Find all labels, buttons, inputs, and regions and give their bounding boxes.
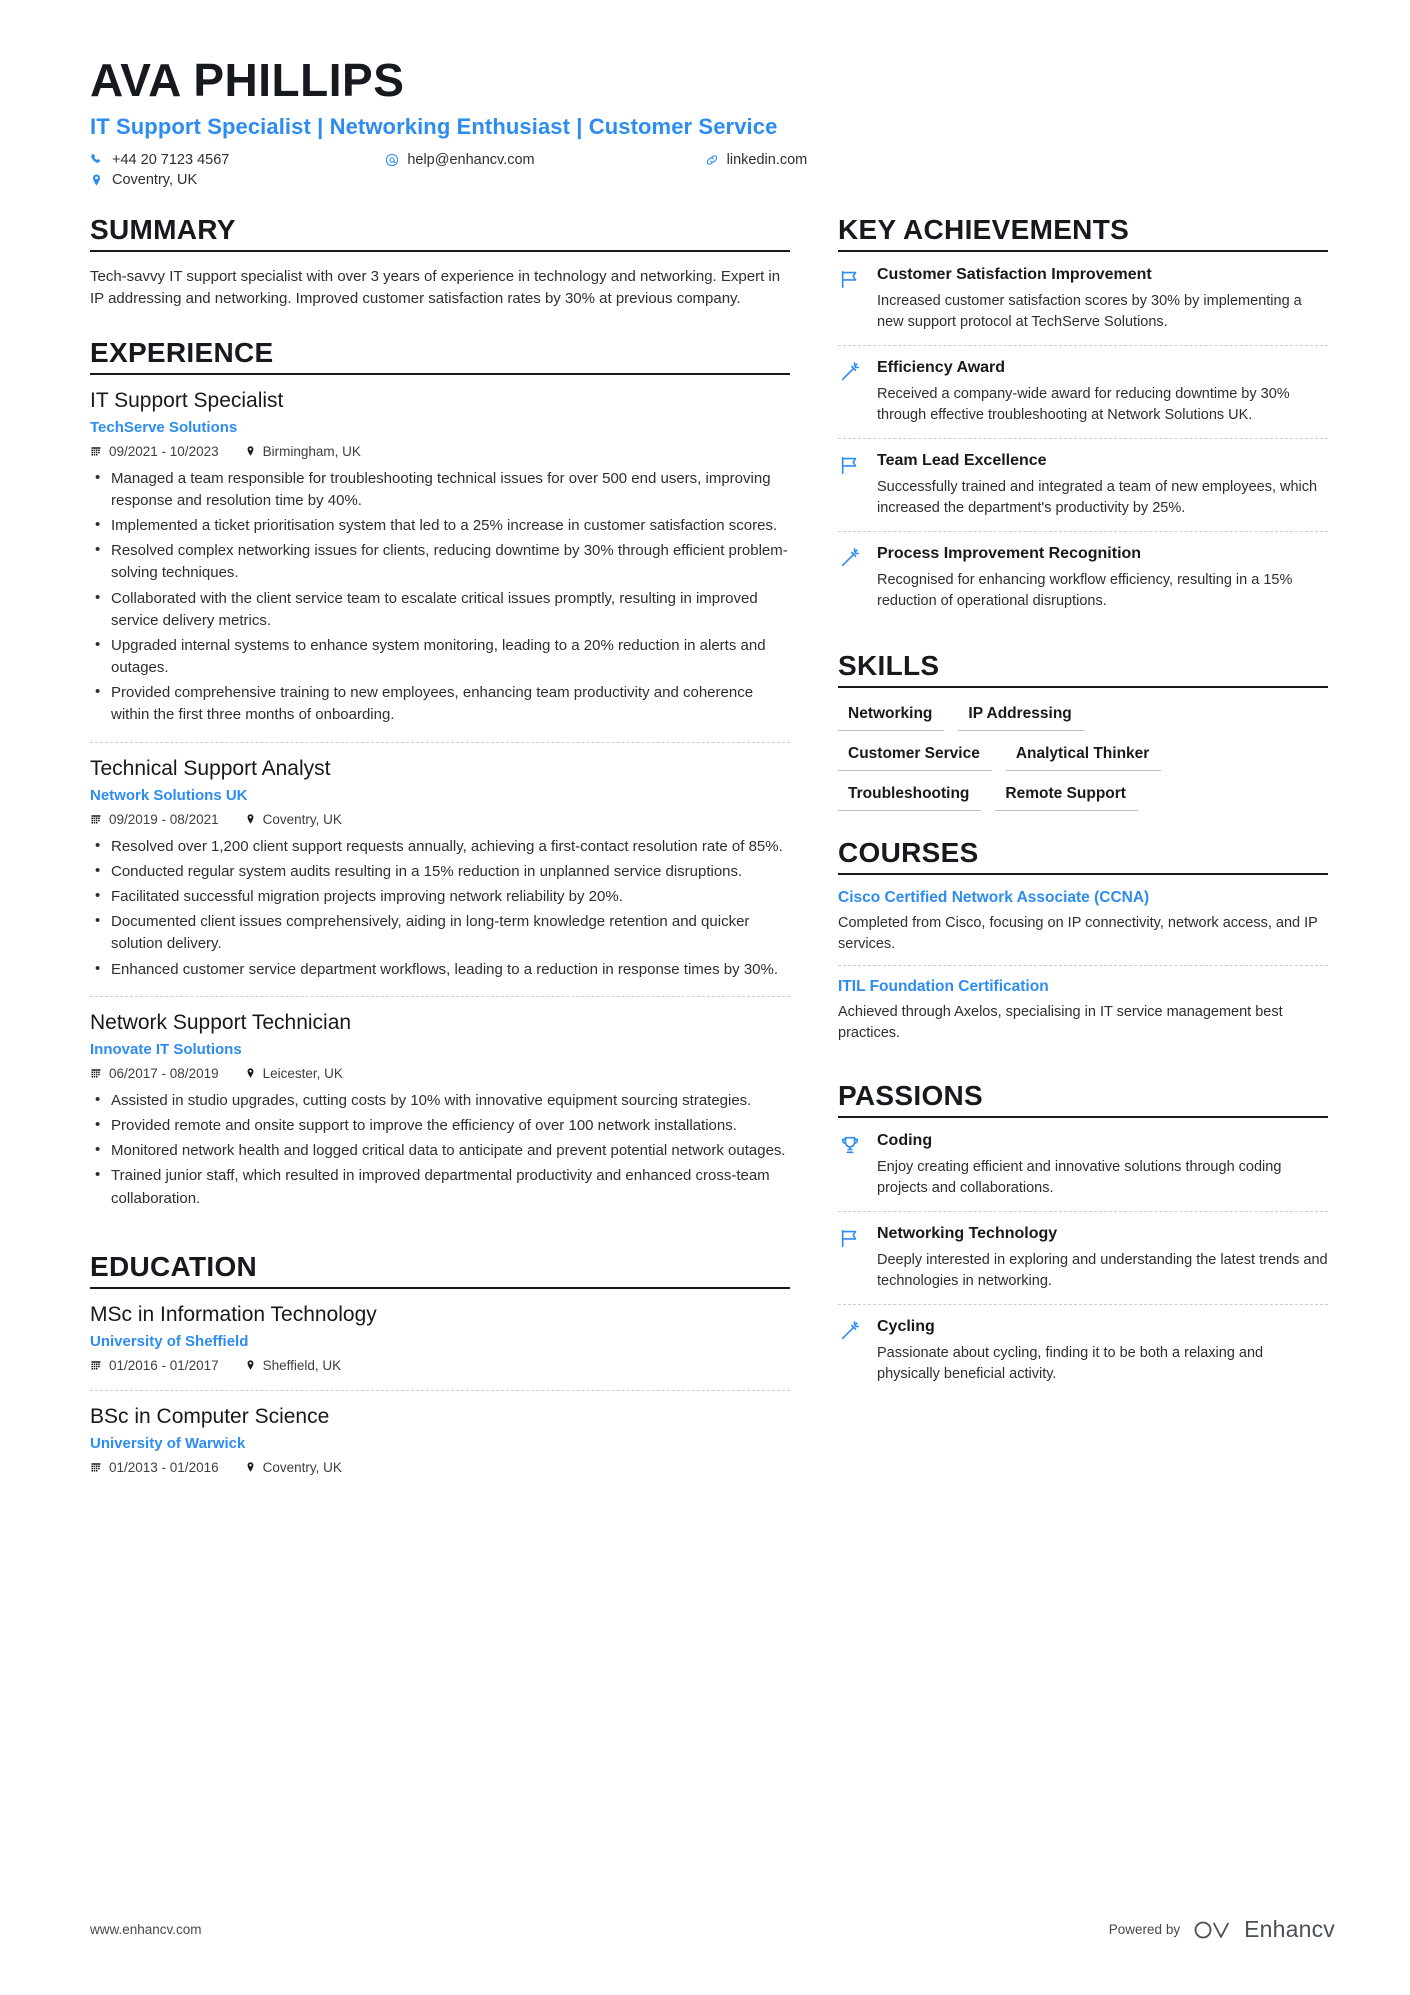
job-role: Network Support Technician xyxy=(90,1010,352,1034)
powered-by-block xyxy=(1109,1916,1335,1943)
education-degree: BSc in Computer Science xyxy=(90,1404,330,1428)
job-meta xyxy=(90,812,790,827)
skill-chip: Networking xyxy=(838,702,944,731)
job-bullets xyxy=(90,1090,790,1210)
education-dates xyxy=(90,1358,219,1373)
skills-section-title: SKILLS xyxy=(838,650,1328,688)
contact-email-text: help@enhancv.com xyxy=(407,151,535,168)
calendar-icon xyxy=(90,813,102,825)
summary-text: Tech-savvy IT support specialist with over 3 years of experience in technology and networking. Expert in IP addressing and networking. Improved customer satisfaction rates by 30% at previous company. xyxy=(90,267,781,308)
achievement-item xyxy=(838,266,1328,345)
education-item xyxy=(90,1303,790,1390)
page-title: AVA PHILLIPS xyxy=(90,54,405,106)
contact-row-2 xyxy=(90,172,1335,188)
achievement-desc: Recognised for enhancing workflow efficiency, resulting in a 15% reduction of operational disruptions. xyxy=(877,571,1293,609)
job-bullets xyxy=(90,836,790,981)
location-icon xyxy=(245,445,256,457)
skills-section xyxy=(838,650,1328,811)
right-column xyxy=(838,214,1328,1518)
phone-icon xyxy=(90,153,105,167)
flag-icon xyxy=(838,452,864,519)
contact-phone-text: +44 20 7123 4567 xyxy=(112,151,230,168)
skill-chip: Troubleshooting xyxy=(838,782,981,811)
passion-title: Cycling xyxy=(877,1317,935,1335)
resume-body xyxy=(90,214,1335,1518)
courses-section xyxy=(838,837,1328,1054)
calendar-icon xyxy=(90,445,102,457)
list-item: • Collaborated with the client service team to escalate critical issues promptly, resulting in improved service delivery metrics. xyxy=(90,588,790,632)
list-item: • Trained junior staff, which resulted in improved departmental productivity and enhanced cross-team collaboration. xyxy=(90,1165,790,1209)
job-location xyxy=(245,1066,343,1081)
course-item xyxy=(838,889,1328,965)
passion-desc: Deeply interested in exploring and understanding the latest trends and technologies in networking. xyxy=(877,1251,1328,1289)
job-bullets xyxy=(90,468,790,727)
job-role: Technical Support Analyst xyxy=(90,756,331,780)
passion-title: Networking Technology xyxy=(877,1224,1058,1242)
achievements-section-title: KEY ACHIEVEMENTS xyxy=(838,214,1328,252)
education-location xyxy=(245,1358,342,1373)
list-item: • Documented client issues comprehensively, aiding in long-term knowledge retention and quicker solution delivery. xyxy=(90,911,790,955)
passion-desc: Enjoy creating efficient and innovative solutions through coding projects and collaborations. xyxy=(877,1158,1282,1196)
job-company[interactable]: Network Solutions UK xyxy=(90,786,248,804)
list-item: • Implemented a ticket prioritisation system that led to a 25% increase in customer satisfaction scores. xyxy=(90,515,790,537)
achievement-item xyxy=(838,345,1328,438)
powered-by-label: Powered by xyxy=(1108,1922,1181,1937)
location-icon xyxy=(245,1359,256,1371)
course-desc: Completed from Cisco, focusing on IP connectivity, network access, and IP services. xyxy=(838,914,1318,952)
job-company[interactable]: TechServe Solutions xyxy=(90,418,238,436)
job-company[interactable]: Innovate IT Solutions xyxy=(90,1040,242,1058)
passion-title: Coding xyxy=(877,1131,933,1149)
education-school[interactable]: University of Warwick xyxy=(90,1434,246,1452)
job-dates xyxy=(90,444,219,459)
magic-wand-icon xyxy=(838,545,864,612)
achievement-desc: Increased customer satisfaction scores by 30% by implementing a new support protocol at TechServe Solutions. xyxy=(877,292,1302,330)
skill-chip: Analytical Thinker xyxy=(1006,742,1162,771)
education-location-text: Coventry, UK xyxy=(262,1459,342,1475)
summary-section-title: SUMMARY xyxy=(90,214,790,252)
contact-row-1 xyxy=(90,152,1335,168)
job-location-text: Birmingham, UK xyxy=(262,443,361,459)
list-item: • Resolved complex networking issues for clients, reducing downtime by 30% through efficient problem-solving techniques. xyxy=(90,540,790,584)
left-column xyxy=(90,214,790,1518)
job-meta xyxy=(90,1066,790,1081)
achievement-desc: Successfully trained and integrated a team of new employees, which increased the department's productivity by 25%. xyxy=(877,478,1318,516)
education-meta xyxy=(90,1358,790,1373)
footer xyxy=(90,1916,1335,1943)
job-meta xyxy=(90,444,790,459)
job-location xyxy=(245,444,361,459)
magic-wand-icon xyxy=(838,1318,864,1385)
list-item: • Managed a team responsible for troubleshooting technical issues for over 500 end users, improving response and resolution time by 40%. xyxy=(90,468,790,512)
contact-phone[interactable] xyxy=(90,152,229,168)
education-meta xyxy=(90,1460,790,1475)
skill-row xyxy=(838,742,1328,771)
location-icon xyxy=(90,173,105,187)
education-dates-text: 01/2013 - 01/2016 xyxy=(109,1459,219,1475)
location-icon xyxy=(245,813,256,825)
job-dates-text: 06/2017 - 08/2019 xyxy=(109,1065,219,1081)
list-item: • Enhanced customer service department workflows, leading to a reduction in response times by 30%. xyxy=(90,959,790,981)
location-icon xyxy=(245,1067,256,1079)
job-dates xyxy=(90,1066,219,1081)
education-section-title: EDUCATION xyxy=(90,1251,790,1289)
education-dates xyxy=(90,1460,219,1475)
brand-name: Enhancv xyxy=(1244,1916,1335,1942)
course-name[interactable]: ITIL Foundation Certification xyxy=(838,977,1049,995)
courses-section-title: COURSES xyxy=(838,837,1328,875)
passion-item xyxy=(838,1211,1328,1304)
resume-header xyxy=(90,55,1335,188)
education-degree: MSc in Information Technology xyxy=(90,1302,377,1326)
footer-website[interactable]: www.enhancv.com xyxy=(90,1922,202,1937)
education-location xyxy=(245,1460,342,1475)
email-icon xyxy=(385,153,400,167)
calendar-icon xyxy=(90,1359,102,1371)
experience-item xyxy=(90,996,790,1225)
contact-linkedin-text: linkedin.com xyxy=(726,151,808,168)
course-item xyxy=(838,965,1328,1054)
magic-wand-icon xyxy=(838,359,864,426)
experience-item xyxy=(90,742,790,996)
list-item: • Resolved over 1,200 client support requests annually, achieving a first-contact resolution rate of 85%. xyxy=(90,836,790,858)
achievement-title: Process Improvement Recognition xyxy=(877,544,1142,562)
list-item: • Provided comprehensive training to new employees, enhancing team productivity and coherence within the first three months of onboarding. xyxy=(90,682,790,726)
passion-item xyxy=(838,1304,1328,1397)
job-role: IT Support Specialist xyxy=(90,388,284,412)
education-dates-text: 01/2016 - 01/2017 xyxy=(109,1357,219,1373)
skill-row xyxy=(838,702,1328,731)
list-item: • Monitored network health and logged critical data to anticipate and prevent potential network outages. xyxy=(90,1140,790,1162)
job-dates-text: 09/2019 - 08/2021 xyxy=(109,811,219,827)
education-school[interactable]: University of Sheffield xyxy=(90,1332,249,1350)
skill-chip: IP Addressing xyxy=(958,702,1083,731)
list-item: • Assisted in studio upgrades, cutting costs by 10% with innovative equipment sourcing strategies. xyxy=(90,1090,790,1112)
education-item xyxy=(90,1390,790,1492)
enhancv-mark-icon xyxy=(1192,1917,1236,1943)
job-location-text: Leicester, UK xyxy=(262,1065,343,1081)
achievement-item xyxy=(838,438,1328,531)
passions-section-title: PASSIONS xyxy=(838,1080,1328,1118)
achievement-title: Team Lead Excellence xyxy=(877,451,1047,469)
flag-icon xyxy=(838,266,864,333)
passion-desc: Passionate about cycling, finding it to be both a relaxing and physically beneficial activity. xyxy=(877,1344,1264,1382)
skill-chip: Remote Support xyxy=(995,782,1138,811)
skill-chip: Customer Service xyxy=(838,742,992,771)
contact-location-text: Coventry, UK xyxy=(112,171,198,188)
achievement-desc: Received a company-wide award for reducing downtime by 30% through effective troubleshooting at Network Solutions UK. xyxy=(877,385,1290,423)
summary-section xyxy=(90,214,790,311)
contact-email[interactable] xyxy=(385,152,534,168)
list-item: • Facilitated successful migration projects improving network reliability by 20%. xyxy=(90,886,790,908)
trophy-icon xyxy=(838,1132,864,1199)
flag-icon xyxy=(838,1225,864,1292)
course-desc: Achieved through Axelos, specialising in IT service management best practices. xyxy=(838,1003,1283,1041)
experience-section-title: EXPERIENCE xyxy=(90,337,790,375)
passion-item xyxy=(838,1132,1328,1211)
job-dates-text: 09/2021 - 10/2023 xyxy=(109,443,219,459)
experience-section xyxy=(90,337,790,1225)
job-location xyxy=(245,812,342,827)
job-dates xyxy=(90,812,219,827)
experience-item xyxy=(90,389,790,742)
list-item: • Provided remote and onsite support to improve the efficiency of over 100 network installations. xyxy=(90,1115,790,1137)
course-name[interactable]: Cisco Certified Network Associate (CCNA) xyxy=(838,888,1150,906)
contact-location xyxy=(90,172,197,188)
achievement-title: Efficiency Award xyxy=(877,358,1006,376)
achievements-section xyxy=(838,214,1328,624)
achievement-title: Customer Satisfaction Improvement xyxy=(877,265,1152,283)
job-location-text: Coventry, UK xyxy=(262,811,342,827)
education-location-text: Sheffield, UK xyxy=(262,1357,342,1373)
list-item: • Upgraded internal systems to enhance system monitoring, leading to a 20% reduction in alerts and outages. xyxy=(90,635,790,679)
headline: IT Support Specialist | Networking Enthusiast | Customer Service xyxy=(90,113,778,139)
calendar-icon xyxy=(90,1461,102,1473)
brand-logo xyxy=(1192,1916,1335,1943)
skill-row xyxy=(838,782,1328,811)
location-icon xyxy=(245,1461,256,1473)
education-section xyxy=(90,1251,790,1492)
contact-linkedin[interactable] xyxy=(705,152,808,168)
passions-section xyxy=(838,1080,1328,1397)
calendar-icon xyxy=(90,1067,102,1079)
list-item: • Conducted regular system audits resulting in a 15% reduction in unplanned service disruptions. xyxy=(90,861,790,883)
achievement-item xyxy=(838,531,1328,624)
link-icon xyxy=(705,153,720,167)
